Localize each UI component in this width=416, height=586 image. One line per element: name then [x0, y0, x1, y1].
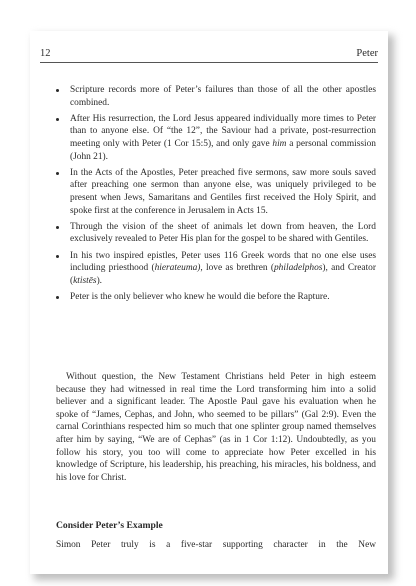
- book-page: [30, 31, 388, 574]
- header-rule: [40, 62, 378, 63]
- italic-text: philadelphos: [273, 263, 323, 274]
- italic-text: hierateuma): [154, 263, 201, 274]
- italic-text: him: [272, 138, 287, 149]
- bullet-item: [56, 221, 376, 246]
- bullet-item: [56, 84, 376, 109]
- body-paragraph: Without question, the New Testament Christians held Peter in high esteem because they had witnessed in real time the Lord transforming him into a solid believer and a significant leader. The Apostle Paul gave his evaluation when he spoke of “James, Cephas, and John, who seemed to be pillars” (Gal 2:9). Even the carnal Corinthians respected him so much that one splinter group named themselves after him by saying, “We are of Cephas” (as in 1 Cor 1:12). Undoubtedly, as you follow his story, you too will come to appreciate how Peter excelled in his knowledge of Scripture, his leadership, his preaching, his miracles, his boldness, and his love for Christ.: [56, 372, 376, 483]
- bullet-text: In his two inspired epistles, Peter uses 116 Greek words that no one else uses including priesthood (: [70, 250, 376, 274]
- bullet-text: In the Acts of the Apostles, Peter preached five sermons, saw more souls saved after preaching one sermon than anyone else, was uniquely privileged to be present when Jews, Samaritans and Gentiles first received the Holy Spirit, and spoke first at the conference in Jerusalem in Acts 15.: [70, 167, 376, 216]
- bullet-text: ), and Creator (: [70, 263, 376, 286]
- bullet-text: a personal commission (John 21).: [70, 138, 376, 162]
- running-header: [40, 47, 378, 61]
- bullet-text: , love as brethren (: [200, 263, 274, 274]
- bullet-item: [56, 113, 376, 163]
- bullet-text: After His resurrection, the Lord Jesus appeared individually more times to Peter than to anyone else. Of “the 12”, the Saviour had a private, post-resurrection meeting only with Peter (1 Cor 15:5), and only gave: [70, 113, 376, 149]
- bullet-text: Scripture records more of Peter’s failures than those of all the other apostles combined.: [70, 85, 376, 108]
- bullet-dot-icon: [56, 118, 59, 121]
- bullet-text: Peter is the only believer who knew he would die before the Rapture.: [70, 291, 330, 302]
- page-number: 12: [40, 48, 51, 59]
- bullet-list: [56, 84, 376, 307]
- bullet-item: [56, 167, 376, 217]
- bullet-item: [56, 291, 376, 304]
- bullet-dot-icon: [56, 296, 59, 299]
- bullet-dot-icon: [56, 226, 59, 229]
- bullet-dot-icon: [56, 255, 59, 258]
- section-paragraph: Simon Peter truly is a five-star supporting character in the New: [56, 540, 376, 550]
- section-heading: Consider Peter’s Example: [56, 520, 163, 531]
- bullet-item: [56, 250, 376, 288]
- bullet-dot-icon: [56, 89, 59, 92]
- bullet-text: Through the vision of the sheet of animals let down from heaven, the Lord exclusively revealed to Peter His plan for the gospel to be shared with Gentiles.: [70, 221, 376, 245]
- bullet-dot-icon: [56, 172, 59, 175]
- bullet-text: ).: [96, 275, 103, 286]
- italic-text: ktistēs: [73, 275, 97, 286]
- running-title: Peter: [356, 48, 378, 59]
